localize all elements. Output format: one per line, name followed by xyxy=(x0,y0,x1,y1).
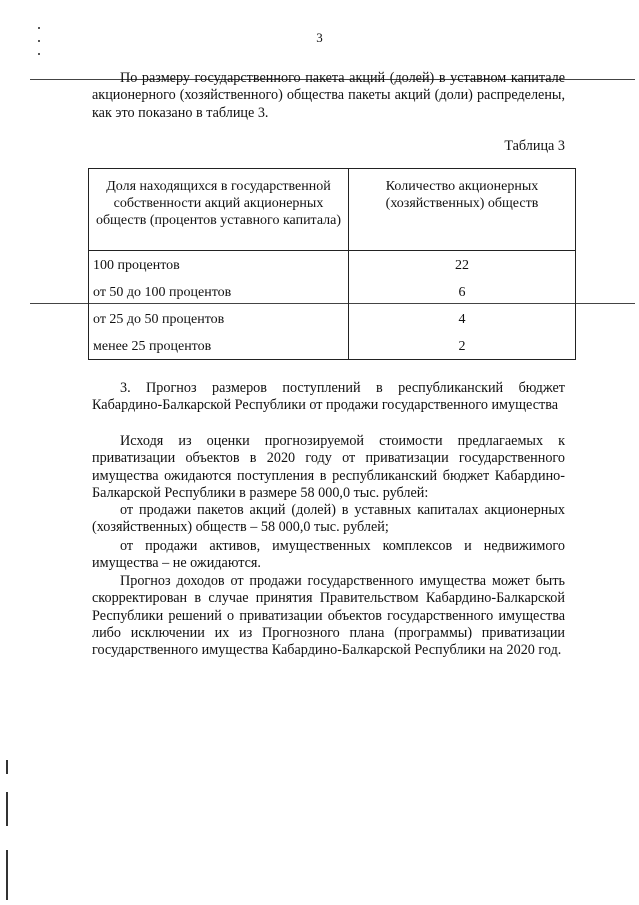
table-cell-count: 4 xyxy=(349,305,576,332)
page-number: 3 xyxy=(316,30,323,45)
scan-margin-mark xyxy=(6,850,8,900)
table-cell-count: 2 xyxy=(349,332,576,360)
table-cell-count: 6 xyxy=(349,278,576,305)
table-cell-count: 22 xyxy=(349,251,576,279)
table-cell-share: от 50 до 100 процентов xyxy=(89,278,349,305)
section-3-heading: 3. Прогноз размеров поступлений в республиканский бюджет Кабардино-Балкарской Республики от продажи государственного имущества xyxy=(92,380,565,414)
scan-speck xyxy=(38,40,40,42)
body-paragraph: от продажи пакетов акций (долей) в уставных капиталах акционерных (хозяйственных) обществ – 58 000,0 тыс. рублей; xyxy=(92,502,565,536)
intro-paragraph: По размеру государственного пакета акций (долей) в уставном капитале акционерного (хозяйственного) общества пакеты акций (доли) распределены, как это показано в таблице 3. xyxy=(92,70,565,121)
table-row xyxy=(89,251,576,279)
table-header-share: Доля находящихся в государственной собственности акций акционерных обществ (процентов уставного капитала) xyxy=(89,169,349,251)
table-header-count: Количество акционерных (хозяйственных) обществ xyxy=(349,169,576,251)
shares-table xyxy=(88,168,576,360)
table-row xyxy=(89,332,576,360)
table-cell-share: 100 процентов xyxy=(89,251,349,279)
table-cell-share: от 25 до 50 процентов xyxy=(89,305,349,332)
table-cell-share: менее 25 процентов xyxy=(89,332,349,360)
scan-speck xyxy=(38,53,40,55)
scan-speck xyxy=(38,27,40,29)
scan-margin-mark xyxy=(6,792,8,826)
table-caption: Таблица 3 xyxy=(504,138,565,154)
scan-margin-mark xyxy=(6,760,8,774)
table-header-row xyxy=(89,169,576,251)
table-row xyxy=(89,278,576,305)
body-paragraph: Исходя из оценки прогнозируемой стоимости предлагаемых к приватизации объектов в 2020 году от приватизации государственного имущества ожидаются поступления в республиканский бюджет Кабардино-Балкарской Республики в размере 58 000,0 тыс. рублей: xyxy=(92,433,565,501)
table-row xyxy=(89,305,576,332)
body-paragraph: Прогноз доходов от продажи государственного имущества может быть скорректирован в случае принятия Правительством Кабардино-Балкарской Республики решений о приватизации объектов государственного имущества либо исключении их из Прогнозного плана (программы) приватизации государственного имущества Кабардино-Балкарской Республики на 2020 год. xyxy=(92,573,565,659)
body-paragraph: от продажи активов, имущественных комплексов и недвижимого имущества – не ожидаются. xyxy=(92,538,565,572)
